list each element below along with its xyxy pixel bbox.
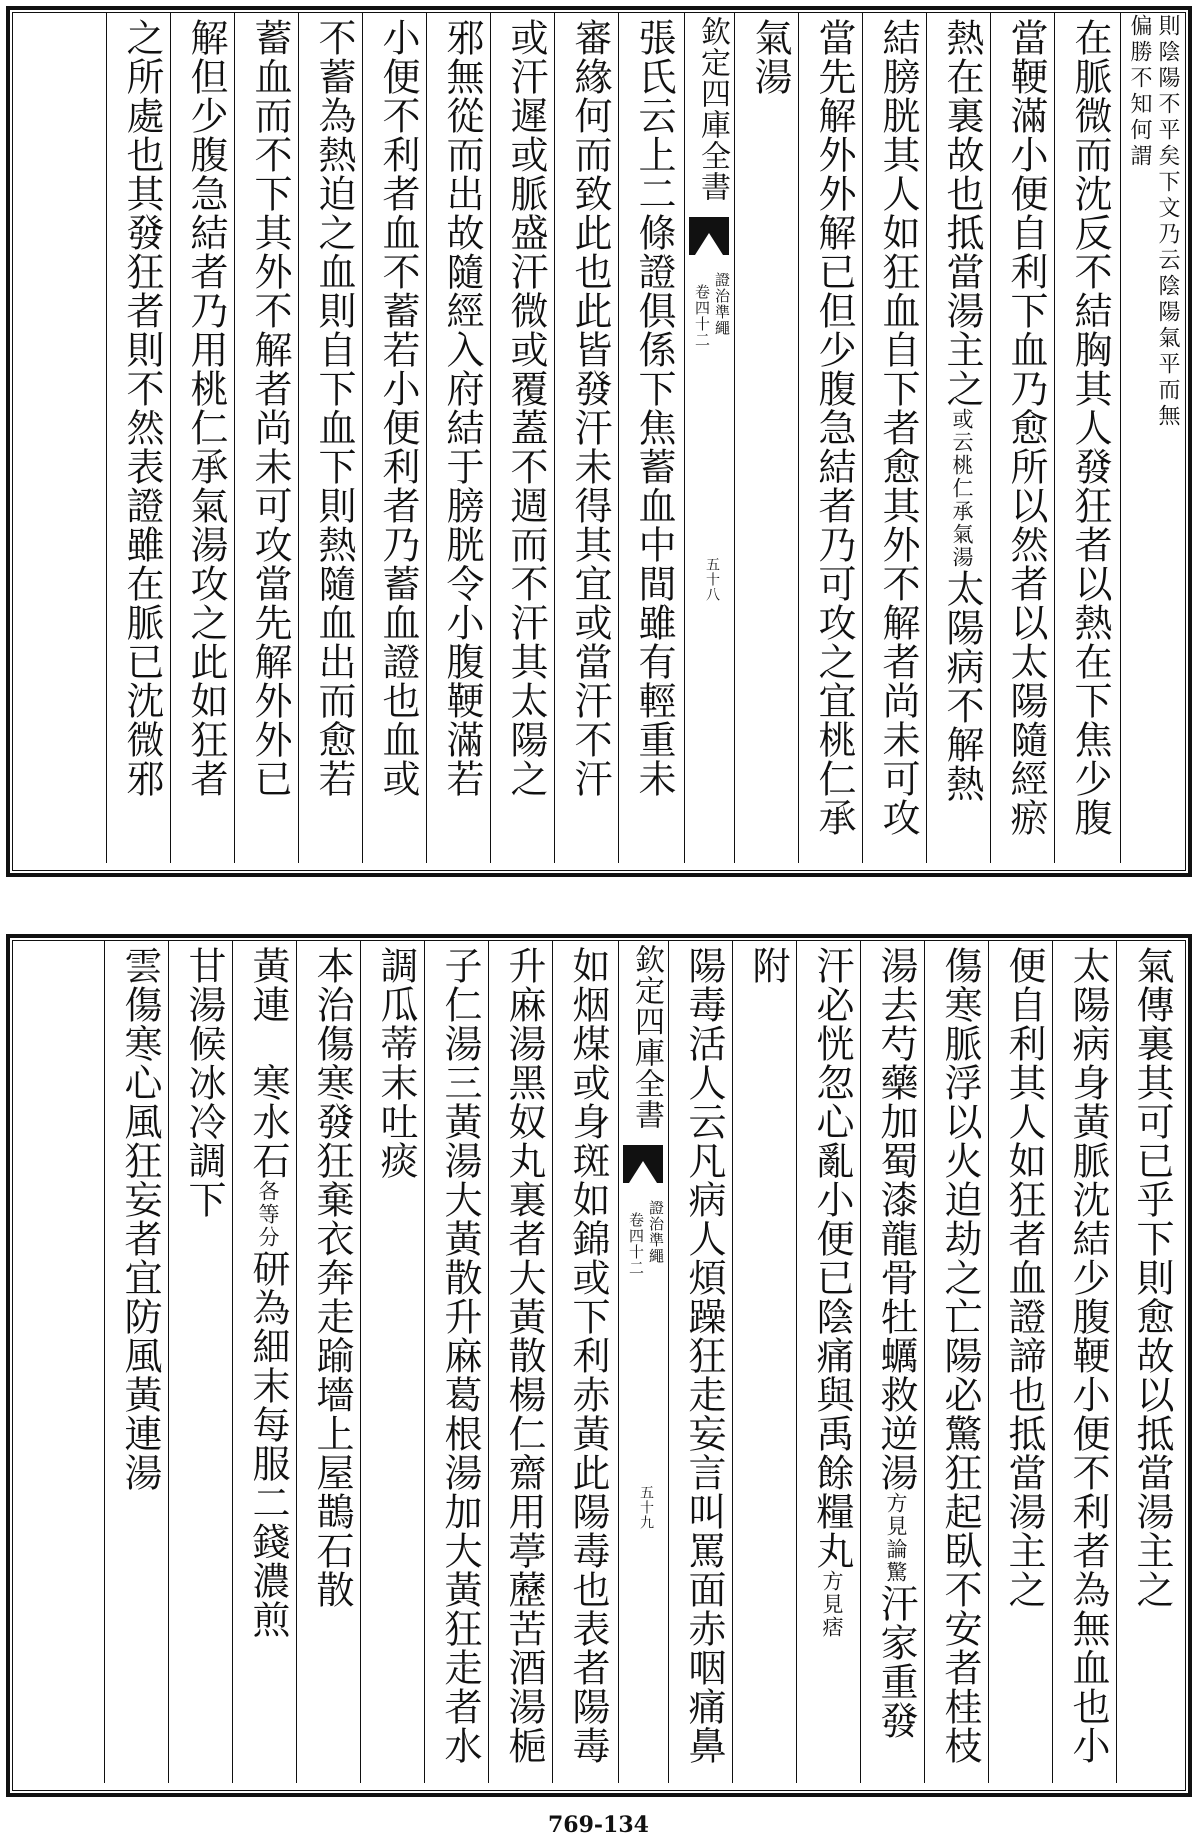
column-rule [618, 12, 619, 863]
gutter-rule [668, 940, 669, 1783]
header-note-text: 則陰陽不平矣下文乃云陰陽氣平而無偏勝不知何謂 [1127, 14, 1180, 430]
gutter-page-number: 五十八 [704, 557, 720, 602]
column-text: 雲傷寒心風狂妄者宜防風黃連湯 [118, 946, 162, 1492]
column-text: 當鞕滿小便自利下血乃愈所以然者以太陽隨經瘀 [1004, 18, 1048, 837]
gutter-rule [684, 12, 685, 863]
column-rule [860, 940, 861, 1783]
column-rule [990, 12, 991, 863]
text-column [940, 18, 984, 803]
column-text: 太陽病身黃脈沈結少腹鞕小便不利者為無血也小 [1066, 946, 1110, 1765]
column-rule [488, 940, 489, 1783]
gutter-volume: 卷四十二 [693, 284, 711, 348]
column-text: 結膀胱其人如狂血自下者愈其外不解者尚未可攻 [876, 18, 920, 837]
column-text: 不蓄為熱迫之血則自下血下則熱隨血出而愈若 [312, 18, 356, 798]
column-rule [296, 940, 297, 1783]
text-column [876, 18, 920, 837]
column-text: 升麻湯黑奴丸裏者大黃散楊仁齋用葶藶苦酒湯梔 [502, 946, 546, 1765]
text-column [1068, 18, 1112, 837]
column-rule [426, 12, 427, 863]
text-column [120, 18, 164, 798]
inline-note: 方見痞 [820, 1570, 844, 1639]
column-text: 陽毒活人云凡病人煩躁狂走妄言叫罵面赤咽痛鼻 [682, 946, 726, 1765]
text-column [1130, 946, 1174, 1609]
column-rule [732, 940, 733, 1783]
text-column [246, 946, 290, 1639]
column-text: 汗必恍忽心亂小便已陰痛與禹餘糧丸 [810, 946, 854, 1570]
column-text: 便自利其人如狂者血證諦也抵當湯主之 [1002, 946, 1046, 1609]
text-column [118, 946, 162, 1492]
inline-note: 方見論驚 [884, 1492, 908, 1584]
text-column [812, 18, 856, 837]
text-column [502, 946, 546, 1765]
text-column [1004, 18, 1048, 837]
text-column [1066, 946, 1110, 1765]
text-column [438, 946, 482, 1765]
text-column [310, 946, 354, 1609]
column-rule [926, 12, 927, 863]
column-text: 本治傷寒發狂棄衣奔走踰墻上屋鵲石散 [310, 946, 354, 1609]
column-rule [862, 12, 863, 863]
text-column [440, 18, 484, 798]
column-rule [554, 12, 555, 863]
gutter-title: 欽定四庫全書 [695, 16, 730, 202]
column-text: 子仁湯三黃湯大黃散升麻葛根湯加大黃狂走者水 [438, 946, 482, 1765]
text-column [182, 946, 226, 1219]
column-text: 黃連 寒水石 [246, 946, 290, 1180]
column-rule [168, 940, 169, 1783]
column-rule [798, 12, 799, 863]
column-rule [170, 12, 171, 863]
inline-note: 或云桃仁承氣湯 [950, 408, 974, 569]
column-rule [362, 12, 363, 863]
page-gutter [687, 12, 731, 863]
fish-tail-mark [623, 1145, 663, 1183]
text-column [184, 18, 228, 798]
column-text: 蓄血而不下其外不解者尚未可攻當先解外外已 [248, 18, 292, 798]
column-rule [104, 940, 105, 1783]
column-text: 氣傳裏其可已乎下則愈故以抵當湯主之 [1130, 946, 1174, 1609]
column-text-continued: 研為細末每服二錢濃煎 [246, 1249, 290, 1639]
column-rule [490, 12, 491, 863]
column-rule [232, 940, 233, 1783]
text-column [632, 18, 676, 798]
gutter-title: 欽定四庫全書 [629, 944, 664, 1130]
text-column [568, 18, 612, 798]
lower-text-columns [0, 928, 1197, 1798]
column-text: 傷寒脈浮以火迫劫之亡陽必驚狂起臥不安者桂枝 [938, 946, 982, 1765]
column-rule [1054, 12, 1055, 863]
column-rule [552, 940, 553, 1783]
column-text: 湯去芍藥加蜀漆龍骨牡蠣救逆湯 [874, 946, 918, 1492]
column-rule [424, 940, 425, 1783]
column-text: 小便不利者血不蓄若小便利者乃蓄血證也血或 [376, 18, 420, 798]
text-column [682, 946, 726, 1765]
gutter-book-title: 證治準繩 [647, 1200, 665, 1264]
catalog-number: 769-134 [548, 1812, 649, 1838]
text-column [938, 946, 982, 1765]
column-rule [298, 12, 299, 863]
text-column [374, 946, 418, 1180]
column-text: 在脈微而沈反不結胸其人發狂者以熱在下焦少腹 [1068, 18, 1112, 837]
column-text-continued: 太陽病不解熱 [940, 569, 984, 803]
text-column [376, 18, 420, 798]
column-text: 張氏云上二條證俱係下焦蓄血中間雖有輕重未 [632, 18, 676, 798]
column-text: 氣湯 [748, 18, 792, 96]
column-rule [796, 940, 797, 1783]
text-column [1002, 946, 1046, 1609]
column-rule [1052, 940, 1053, 1783]
column-text: 調瓜蒂末吐痰 [374, 946, 418, 1180]
column-rule [1116, 940, 1117, 1783]
column-text: 或汗遲或脈盛汗微或覆蓋不週而不汗其太陽之 [504, 18, 548, 798]
text-column [504, 18, 548, 798]
text-column [810, 946, 854, 1639]
column-text: 之所處也其發狂者則不然表證雖在脈已沈微邪 [120, 18, 164, 798]
gutter-rule [618, 940, 619, 1783]
fish-tail-mark [689, 217, 729, 255]
column-text: 當先解外外解已但少腹急結者乃可攻之宜桃仁承 [812, 18, 856, 837]
column-text: 審緣何而致此也此皆發汗未得其宜或當汗不汗 [568, 18, 612, 798]
column-text: 邪無從而出故隨經入府結于膀胱令小腹鞕滿若 [440, 18, 484, 798]
gutter-rule [734, 12, 735, 863]
column-rule [360, 940, 361, 1783]
column-text: 解但少腹急結者乃用桃仁承氣湯攻之此如狂者 [184, 18, 228, 798]
upper-text-columns [0, 0, 1197, 880]
gutter-book-title: 證治準繩 [713, 272, 731, 336]
text-column [566, 946, 610, 1765]
column-text: 附 [746, 946, 790, 985]
column-rule [924, 940, 925, 1783]
column-rule [234, 12, 235, 863]
inline-note: 各等分 [256, 1180, 280, 1249]
column-rule [106, 12, 107, 863]
gutter-page-number: 五十九 [638, 1485, 654, 1530]
lower-page [0, 928, 1197, 1798]
text-column [748, 18, 792, 96]
upper-page [0, 0, 1197, 880]
text-column [874, 946, 918, 1740]
column-text: 甘湯候冰冷調下 [182, 946, 226, 1219]
column-text: 如烟煤或身斑如錦或下利赤黃此陽毒也表者陽毒 [566, 946, 610, 1765]
page-gutter [621, 940, 665, 1783]
column-text-continued: 汗家重發 [874, 1584, 918, 1740]
text-column [746, 946, 790, 985]
text-column [248, 18, 292, 798]
column-rule [988, 940, 989, 1783]
gutter-volume: 卷四十二 [627, 1212, 645, 1276]
text-column [312, 18, 356, 798]
column-text: 熱在裏故也抵當湯主之 [940, 18, 984, 408]
